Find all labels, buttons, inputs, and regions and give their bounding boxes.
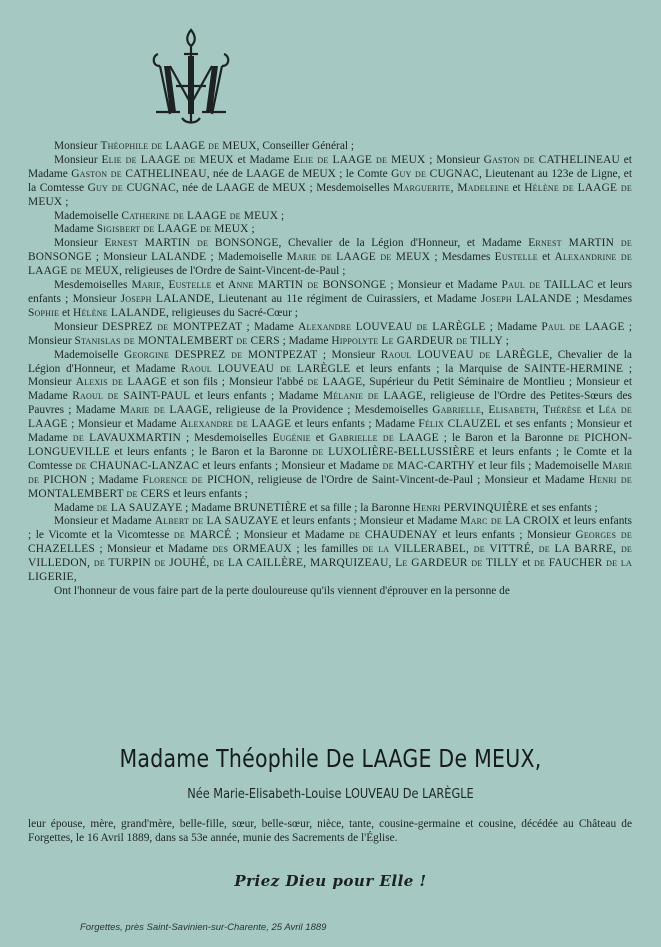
person-name: Léa de LAAGE [28,404,633,431]
paragraph-text: et ses enfants ; Monsieur et Madame [28,418,632,445]
person-name: de LA SAUZAYE [96,501,183,514]
paragraph-text: et Madame [233,153,294,166]
person-name: de CHAUNAC-LANZAC [75,459,200,472]
family-paragraph [28,237,632,279]
person-name: Marie, Eustelle [131,279,212,292]
paragraph-text: et leurs enfants ; Madame [190,390,323,403]
person-name: Joseph LALANDE [480,292,572,305]
person-name: Hélène LALANDE [73,306,166,319]
family-list-text [28,140,632,599]
deceased-name: Madame Théophile De LAAGE De MEUX, [119,744,542,773]
paragraph-text: , Supérieur du Petit Séminaire de Montlieu ; Monsieur et Madame [28,376,632,403]
paragraph-text: ; Mesdames [430,251,495,264]
paragraph-text: ; [248,223,255,236]
paragraph-text: et Madame [28,153,632,180]
person-name: DESPREZ de MONTPEZAT [101,320,243,333]
person-name: de LAAGE [307,376,363,389]
paragraph-text: , Lieutenant au 123e de Ligne, et la Comtesse [28,167,633,194]
person-name: Marie de PICHON [28,459,633,486]
paragraph-text: , Lieutenant au 11e régiment de Cuirassiers, et Madame [211,292,481,305]
paragraph-text: et [518,557,534,570]
paragraph-text: Madame [54,223,97,236]
paragraph-text: Monsieur [54,320,102,333]
paragraph-text: ; Monsieur et Madame [94,543,213,556]
person-name: Raoul de SAINT-PAUL [72,390,191,403]
person-name: de la VILLERABEL, de VITTRÉ, de LA BARRE, de VILLEDON, de TURPIN de JOUHÉ, de LA CAILLÈRE, MARQUIZEAU, Le GARDEUR de TILLY [28,543,633,570]
person-name: Gaston de CATHELINEAU [71,167,207,180]
paragraph-text: Monsieur [54,237,105,250]
person-name: Paul de LAAGE [541,320,625,333]
person-name: Gabrielle, Elisabeth, Thérèse [432,404,582,417]
person-name: Georges de CHAZELLES [28,529,632,556]
paragraph-text: et leur fils ; Mademoiselle [474,459,603,472]
person-name: Gabrielle de LAAGE [328,432,439,445]
person-name: Marie de LAAGE de MEUX [286,251,431,264]
person-name: Marc de LA CROIX [460,515,560,528]
paragraph-text: et leurs enfants ; Monsieur [28,279,632,305]
paragraph-text: Mademoiselle [54,209,122,222]
person-name: Stanislas de MONTALEMBERT de CERS [74,334,280,347]
person-name: Ernest MARTIN de BONSONGE [28,237,632,264]
person-name: Raoul LOUVEAU de LARÈGLE [181,362,351,375]
paragraph-text: ; Monsieur [425,153,484,166]
paragraph-text: Monsieur [54,140,101,152]
paragraph-text: et leurs enfants ; la Marquise de [350,362,525,375]
person-name: de MAC-CARTHY [382,459,475,472]
monogram-emblem [146,26,236,126]
person-name: LALANDE [151,251,207,264]
paragraph-text: ; [278,209,285,222]
paragraph-text: Mesdemoiselles [54,279,132,292]
paragraph-text: ; Monsieur [317,348,381,361]
paragraph-text: , religieuses de l'Ordre de Saint-Vincent-de-Paul ; [119,265,346,278]
prayer-line: Priez Dieu pour Elle ! [234,872,427,890]
paragraph-text: ; les familles [291,543,363,556]
paragraph-text: ; Mademoiselle [206,251,287,264]
paragraph-text: ; Madame [87,473,143,486]
closing-paragraph: leur épouse, mère, grand'mère, belle-fille, sœur, belle-sœur, nièce, tante, cousine-germaine et cousine, décédée au Château de Forgettes, le 16 Avril 1889, dans sa 53e année, munie des Sacrements de l'Église. [28,818,632,844]
paragraph-text: , née de LAAGE de MEUX ; Mesdemoiselles [175,181,394,194]
paragraph-text: et [508,181,525,194]
person-name: Georgine DESPREZ de MONTPEZAT [124,348,318,361]
maiden-name-line: Née Marie-Elisabeth-Louise LOUVEAU De LARÈGLE [187,786,474,802]
paragraph-text: et leurs enfants ; Monsieur [437,529,576,542]
person-name: BRUNETIÈRE [233,501,307,514]
family-paragraph [28,321,632,349]
paragraph-text: ; Madame [242,320,299,333]
person-name: de CHAUDENAY [349,529,438,542]
paragraph-text: et leurs enfants ; [169,487,248,500]
family-paragraph [28,210,632,224]
person-name: Albert de LA SAUZAYE [154,515,279,528]
person-name: de LAVAUXMARTIN [72,432,181,445]
paragraph-text: ; Monsieur et Madame [386,279,502,292]
family-paragraph [28,154,632,210]
paragraph-text: ; Monsieur [91,251,152,264]
paragraph-text: et [537,251,555,264]
person-name: de MARCÉ [173,529,232,542]
person-name: Henri de MONTALEMBERT de CERS [28,473,632,500]
person-name: Eustelle [494,251,538,264]
paragraph-text: Ont l'honneur de vous faire part de la perte douloureuse qu'ils viennent d'éprouver en la personne de [54,585,510,597]
paragraph-text: et leurs enfants ; Monsieur et Madame [278,515,461,528]
person-name: Sophie [28,306,60,319]
person-name: Elie de LAAGE de MEUX [101,153,234,166]
paragraph-text: ; [502,334,509,347]
person-name: Raoul LOUVEAU de LARÈGLE [380,348,550,361]
paragraph-text: et [310,432,329,445]
paragraph-text: , religieuses du Sacré-Cœur ; [166,306,298,319]
paragraph-text: Mademoiselle [54,348,125,361]
person-name: Sigisbert de LAAGE de MEUX [96,223,249,236]
paragraph-text: ; Monsieur et Madame [67,418,180,431]
paragraph-text: , Conseiller Général ; [256,140,355,152]
person-name: Alexandrine de LAAGE de MEUX [28,251,632,278]
paragraph-text: , Chevalier de la Légion d'Honneur, et Madame [278,237,529,250]
person-name: Elie de LAAGE de MEUX [293,153,426,166]
person-name: Henri PERVINQUIÈRE [412,501,529,514]
person-name: Joseph LALANDE [120,292,212,305]
person-name: Gaston de CATHELINEAU [483,153,620,166]
family-paragraph [28,585,632,599]
paragraph-text: ; Monsieur [28,362,633,389]
family-paragraph [28,349,632,502]
family-paragraph [28,515,632,585]
paragraph-text: Monsieur et Madame [54,515,155,528]
person-name: Eugénie [272,432,311,445]
family-paragraph [28,140,632,154]
place-date-footer: Forgettes, près Saint-Savinien-sur-Charente, 25 Avril 1889 [80,922,327,933]
person-name: Guy de CUGNAC [87,181,176,194]
paragraph-text: et sa fille ; la Baronne [306,501,413,514]
paragraph-text: Madame [54,501,97,514]
person-name: des ORMEAUX [212,543,292,556]
person-name: Mélanie de LAAGE [322,390,424,403]
paragraph-text: ; [62,195,69,208]
paragraph-text: et [59,306,74,319]
paragraph-text: ; Madame [279,334,332,347]
paragraph-text: , religieuse de l'Ordre de Saint-Vincent-de-Paul ; Monsieur et Madame [250,473,589,486]
paragraph-text: , religieuse de la Providence ; Mesdemoiselles [208,404,433,417]
paragraph-text: et [211,279,229,292]
person-name: Guy de CUGNAC [391,167,479,180]
person-name: Alexis de LAAGE [75,376,167,389]
paragraph-text: ; Madame [182,501,234,514]
family-paragraph [28,223,632,237]
paragraph-text: , [73,571,77,584]
person-name: Anne MARTIN de BONSONGE [228,279,387,292]
person-name: Florence de PICHON [142,473,251,486]
person-name: Marguerite, Madeleine [393,181,509,194]
paragraph-text: ; Monsieur et Madame [231,529,350,542]
paragraph-text: Monsieur [54,153,102,166]
person-name: de FAUCHER de la LIGERIE [28,557,632,584]
person-name: Hélène de LAAGE de MEUX [28,181,632,208]
paragraph-text: et leurs enfants ; le Comte et la Comtesse [28,445,632,472]
person-name: SAINTE-HERMINE [524,362,624,375]
paragraph-text: ; Monsieur [28,320,633,347]
person-name: Hippolyte Le GARDEUR de TILLY [331,334,503,347]
person-name: Marie de LAAGE [119,404,209,417]
family-paragraph [28,279,632,321]
paragraph-text: et leurs enfants ; le Baron et la Baronne [109,445,313,458]
person-name: de LUXOLIÈRE-BELLUSSIÈRE [312,445,475,458]
person-name: Paul de TAILLAC [501,279,594,292]
paragraph-text: , religieuse de l'Ordre des Petites-Sœurs des Pauvres ; Madame [28,390,632,417]
person-name: Alexandre LOUVEAU de LARÈGLE [298,320,486,333]
paragraph-text: et [581,404,599,417]
paragraph-text: , Chevalier de la Légion d'Honneur, et Madame [28,348,632,375]
paragraph-text: ; Mesdames [571,292,632,305]
paragraph-text: et leurs enfants ; Monsieur et Madame [199,459,383,472]
person-name: Ernest MARTIN de BONSONGE [104,237,279,250]
person-name: Catherine de LAAGE de MEUX [121,209,279,222]
paragraph-text: ; Madame [485,320,542,333]
paragraph-text: et leurs enfants ; Madame [291,418,419,431]
paragraph-text: et son fils ; Monsieur l'abbé [166,376,308,389]
person-name: de PICHON-LONGUEVILLE [28,432,633,458]
paragraph-text: et ses enfants ; [528,501,598,514]
paragraph-text: ; le Baron et la Baronne [438,432,569,445]
family-paragraph [28,502,632,516]
paragraph-text: , née de LAAGE de MEUX ; le Comte [206,167,392,180]
paragraph-text: ; Mesdemoiselles [180,432,273,445]
person-name: Alexandre de LAAGE [179,418,292,431]
person-name: Félix CLAUZEL [418,418,501,431]
person-name: Théophile de LAAGE de MEUX [100,140,257,152]
paragraph-text: et leurs enfants ; le Vicomte et la Vicomtesse [28,515,632,542]
